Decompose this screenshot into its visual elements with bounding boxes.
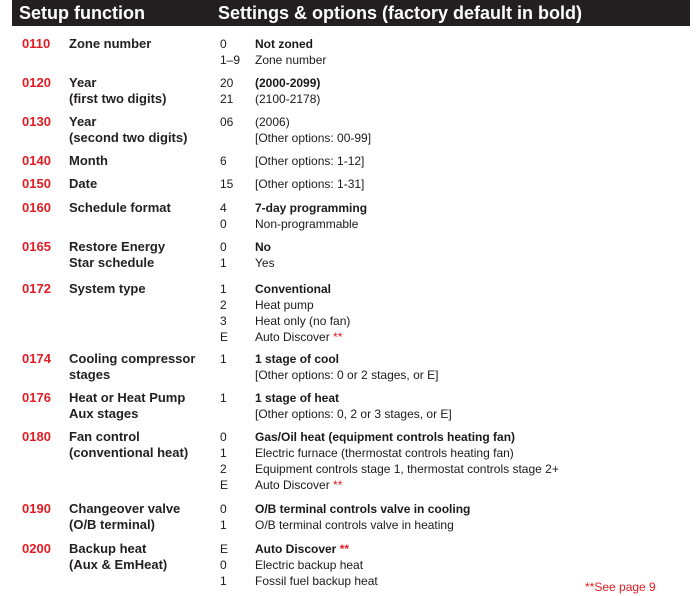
option-value: 1–9 — [220, 53, 241, 67]
option-line — [220, 200, 690, 216]
footnote-star: ** — [329, 478, 343, 492]
option-line — [220, 351, 690, 367]
table-header — [12, 0, 690, 26]
option-description: Yes — [255, 256, 275, 270]
header-settings-options: Settings & options (factory default in bold) — [218, 3, 582, 23]
option-value: 0 — [220, 217, 227, 231]
option-value: 1 — [220, 282, 227, 296]
option-value: 1 — [220, 256, 227, 270]
option-description: O/B terminal controls valve in heating — [255, 518, 454, 532]
option-description: Fossil fuel backup heat — [255, 574, 378, 588]
setup-function-name: Fan control (conventional heat) — [69, 429, 189, 460]
option-description: Heat only (no fan) — [255, 314, 351, 328]
option-value: 3 — [220, 314, 227, 328]
option-line — [220, 477, 690, 493]
option-value: 06 — [220, 115, 234, 129]
footnote-star: ** — [336, 542, 350, 556]
setup-function-name: Year (first two digits) — [69, 75, 167, 106]
setup-options — [220, 501, 690, 533]
option-description: O/B terminal controls valve in cooling — [255, 502, 471, 516]
option-description: Conventional — [255, 282, 332, 296]
option-value: 0 — [220, 430, 227, 444]
option-value: E — [220, 542, 229, 556]
setup-options — [220, 351, 690, 383]
option-value: 0 — [220, 37, 227, 51]
option-line — [220, 541, 690, 557]
setup-options — [220, 239, 690, 271]
option-line — [220, 501, 690, 517]
option-description: Auto Discover ** — [255, 478, 343, 492]
option-line — [220, 429, 690, 445]
option-line — [220, 153, 690, 169]
option-line — [220, 297, 690, 313]
option-line — [220, 313, 690, 329]
setup-code: 0174 — [22, 351, 51, 366]
setup-options — [220, 36, 690, 68]
option-value — [220, 367, 255, 383]
option-value — [220, 406, 255, 422]
option-line — [220, 461, 690, 477]
option-description: [Other options: 1-12] — [255, 154, 365, 168]
option-value — [220, 130, 255, 146]
option-value: 1 — [220, 352, 227, 366]
setup-function-name: Year (second two digits) — [69, 114, 188, 145]
option-value: 1 — [220, 446, 227, 460]
option-description: 7-day programming — [255, 201, 368, 215]
option-description: [Other options: 0, 2 or 3 stages, or E] — [255, 407, 452, 421]
option-value: 1 — [220, 391, 227, 405]
setup-code: 0110 — [22, 36, 51, 51]
option-line — [220, 239, 690, 255]
option-line — [220, 390, 690, 406]
option-description: (2100-2178) — [255, 92, 321, 106]
option-description: Non-programmable — [255, 217, 359, 231]
option-value: E — [220, 330, 229, 344]
option-description: 1 stage of cool — [255, 352, 340, 366]
option-value: 0 — [220, 240, 227, 254]
option-value: 2 — [220, 298, 227, 312]
option-description: [Other options: 1-31] — [255, 177, 365, 191]
setup-code: 0172 — [22, 281, 51, 296]
option-description: [Other options: 00-99] — [255, 131, 372, 145]
setup-function-name: Month — [69, 153, 108, 168]
setup-options — [220, 176, 690, 192]
setup-function-name: Restore Energy Star schedule — [69, 239, 166, 270]
setup-code: 0130 — [22, 114, 51, 129]
setup-options — [220, 200, 690, 232]
option-line — [220, 75, 690, 91]
option-line — [220, 517, 690, 533]
setup-function-name: Backup heat (Aux & EmHeat) — [69, 541, 168, 572]
option-line — [220, 36, 690, 52]
setup-function-name: System type — [69, 281, 146, 296]
option-line — [220, 216, 690, 232]
option-line — [220, 281, 690, 297]
setup-function-name: Date — [69, 176, 98, 191]
option-line — [220, 406, 690, 422]
option-value: 0 — [220, 558, 227, 572]
setup-function-name: Zone number — [69, 36, 152, 51]
option-value: 1 — [220, 574, 227, 588]
option-line — [220, 176, 690, 192]
option-value: 1 — [220, 518, 227, 532]
option-description: Electric furnace (thermostat controls heating fan) — [255, 446, 514, 460]
option-description: Heat pump — [255, 298, 314, 312]
option-value: E — [220, 478, 229, 492]
setup-function-name: Changeover valve (O/B terminal) — [69, 501, 181, 532]
header-setup-function: Setup function — [19, 3, 145, 23]
setup-code: 0180 — [22, 429, 51, 444]
option-description: No — [255, 240, 271, 254]
option-line — [220, 557, 690, 573]
footnote-marker: **See page 9 — [585, 580, 656, 594]
footnote-star: ** — [329, 330, 343, 344]
setup-code: 0165 — [22, 239, 51, 254]
option-value: 2 — [220, 462, 227, 476]
setup-options — [220, 114, 690, 146]
option-value: 21 — [220, 92, 234, 106]
option-description: Zone number — [255, 53, 327, 67]
setup-function-name: Schedule format — [69, 200, 171, 215]
option-line — [220, 329, 690, 345]
setup-function-name: Heat or Heat Pump Aux stages — [69, 390, 186, 421]
option-value: 20 — [220, 76, 234, 90]
option-value: 6 — [220, 154, 227, 168]
setup-code: 0160 — [22, 200, 51, 215]
option-description: Electric backup heat — [255, 558, 364, 572]
setup-options — [220, 75, 690, 107]
option-line — [220, 445, 690, 461]
option-value: 15 — [220, 177, 234, 191]
setup-options — [220, 390, 690, 422]
option-description: Auto Discover ** — [255, 542, 350, 556]
setup-function-name: Cooling compressor stages — [69, 351, 196, 382]
option-description: [Other options: 0 or 2 stages, or E] — [255, 368, 439, 382]
option-description: 1 stage of heat — [255, 391, 340, 405]
setup-options — [220, 153, 690, 169]
setup-code: 0176 — [22, 390, 51, 405]
option-line — [220, 367, 690, 383]
option-line — [220, 255, 690, 271]
setup-options — [220, 281, 690, 345]
setup-code: 0150 — [22, 176, 51, 191]
option-description: Equipment controls stage 1, thermostat controls stage 2+ — [255, 462, 559, 476]
option-description: Auto Discover ** — [255, 330, 343, 344]
option-line — [220, 130, 690, 146]
setup-code: 0190 — [22, 501, 51, 516]
option-value: 4 — [220, 201, 227, 215]
option-description: Gas/Oil heat (equipment controls heating fan) — [255, 430, 516, 444]
setup-options — [220, 429, 690, 493]
option-line — [220, 114, 690, 130]
setup-code: 0200 — [22, 541, 51, 556]
option-description: Not zoned — [255, 37, 313, 51]
option-description: (2006) — [255, 115, 290, 129]
option-description: (2000-2099) — [255, 76, 321, 90]
option-line — [220, 52, 690, 68]
option-line — [220, 91, 690, 107]
option-value: 0 — [220, 502, 227, 516]
setup-code: 0120 — [22, 75, 51, 90]
setup-code: 0140 — [22, 153, 51, 168]
